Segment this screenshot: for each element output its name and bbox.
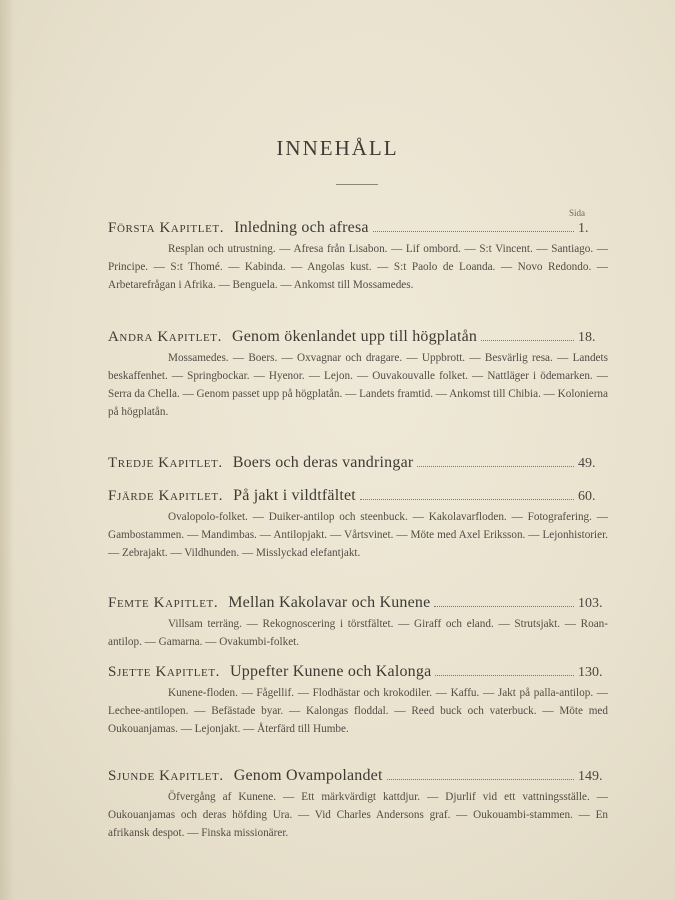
chapter-heading — [108, 487, 608, 505]
chapter-page-number: 18. — [578, 330, 596, 345]
chapter-summary: Öfvergång af Kunene. — Ett märkvärdigt kattdjur. — Djurlif vid ett vattningsställe. — Oukouanjamas och deras höfding Ura. — Vid Charles Andersons graf. — Oukouambi-stammen. — En afrikansk despot. — Finska missionärer. — [108, 791, 608, 839]
chapter-7 — [108, 767, 608, 842]
dot-leader — [434, 606, 574, 607]
chapter-label: Fjärde Kapitlet. — [108, 488, 224, 504]
chapter-heading — [108, 767, 608, 785]
page-edge-shadow — [0, 0, 14, 900]
page-title: INNEHÅLL — [276, 136, 399, 160]
chapter-label: Femte Kapitlet. — [108, 595, 219, 611]
chapter-summary: Villsam terräng. — Rekognoscering i törstfältet. — Giraff och eland. — Strutsjakt. — Roan-antilop. — Gamarna. — Ovakumbi-folket. — [108, 618, 608, 648]
chapter-label: Sjette Kapitlet. — [108, 664, 221, 680]
chapter-title: Uppefter Kunene och Kalonga — [230, 663, 432, 680]
chapter-label: Tredje Kapitlet. — [108, 455, 223, 471]
chapter-heading — [108, 328, 608, 346]
chapter-summary: Kunene-floden. — Fågellif. — Flodhästar och krokodiler. — Kaffu. — Jakt på palla-antilop. — Lechee-antilopen. — Befästade byar. — Kalongas floddal. — Reed buck och vaterbuck. — Möte med Oukouanjamas. — Lejonjakt. — Återfärd till Humbe. — [108, 687, 608, 735]
chapter-title: Mellan Kakolavar och Kunene — [228, 594, 431, 611]
chapter-label: Första Kapitlet. — [108, 220, 225, 236]
chapter-page-number: 149. — [578, 769, 603, 784]
chapter-summary: Resplan och utrustning. — Afresa från Lisabon. — Lif ombord. — S:t Vincent. — Santiago. — Principe. — S:t Thomé. — Kabinda. — Angolas kust. — S:t Paolo de Loanda. — Novo Redondo. — Arbetarefrågan i Afrika. — Benguela. — Ankomst till Mossamedes. — [108, 243, 608, 291]
dot-leader — [360, 499, 574, 500]
chapter-heading — [108, 594, 608, 612]
page-column-label: Sida — [569, 208, 586, 218]
chapter-summary: Mossamedes. — Boers. — Oxvagnar och dragare. — Uppbrott. — Besvärlig resa. — Landets beskaffenhet. — Springbockar. — Hyenor. — Lejon. — Ouvakouvalle folket. — Nattläger i ödemarken. — Serra da Chella. — Genom passet upp på högplatån. — Landets framtid. — Ankomst till Chibia. — Kolonierna på högplatån. — [108, 352, 608, 418]
chapter-heading — [108, 219, 608, 237]
chapter-title: Genom Ovampolandet — [233, 767, 383, 784]
chapter-label: Sjunde Kapitlet. — [108, 768, 224, 784]
title-divider — [336, 184, 378, 185]
chapter-page-number: 49. — [578, 456, 596, 471]
dot-leader — [387, 779, 574, 780]
dot-leader — [435, 675, 574, 676]
chapter-6 — [108, 663, 608, 738]
chapter-page-number: 103. — [578, 596, 603, 611]
dot-leader — [417, 466, 574, 467]
chapter-title: Inledning och afresa — [234, 219, 369, 236]
chapter-title: På jakt i vildtfältet — [233, 487, 356, 504]
chapter-3 — [108, 454, 608, 472]
chapter-title: Boers och deras vandringar — [232, 454, 414, 471]
chapter-heading — [108, 454, 608, 472]
chapter-heading — [108, 663, 608, 681]
chapter-2 — [108, 328, 608, 421]
chapter-page-number: 60. — [578, 489, 596, 504]
chapter-summary: Ovalopolo-folket. — Duiker-antilop och steenbuck. — Kakolavarfloden. — Fotografering. — Gambostammen. — Mandimbas. — Antilopjakt. — Vårtsvinet. — Möte med Axel Eriksson. — Lejonhistorier. — Zebrajakt. — Vildhunden. — Misslyckad elefantjakt. — [108, 511, 608, 559]
chapter-4 — [108, 487, 608, 562]
dot-leader — [373, 231, 574, 232]
chapter-1 — [108, 219, 608, 294]
dot-leader — [481, 340, 574, 341]
chapter-page-number: 1. — [578, 221, 589, 236]
chapter-title: Genom ökenlandet upp till högplatån — [231, 328, 478, 345]
chapter-label: Andra Kapitlet. — [108, 329, 222, 345]
chapter-5 — [108, 594, 608, 651]
chapter-page-number: 130. — [578, 665, 603, 680]
